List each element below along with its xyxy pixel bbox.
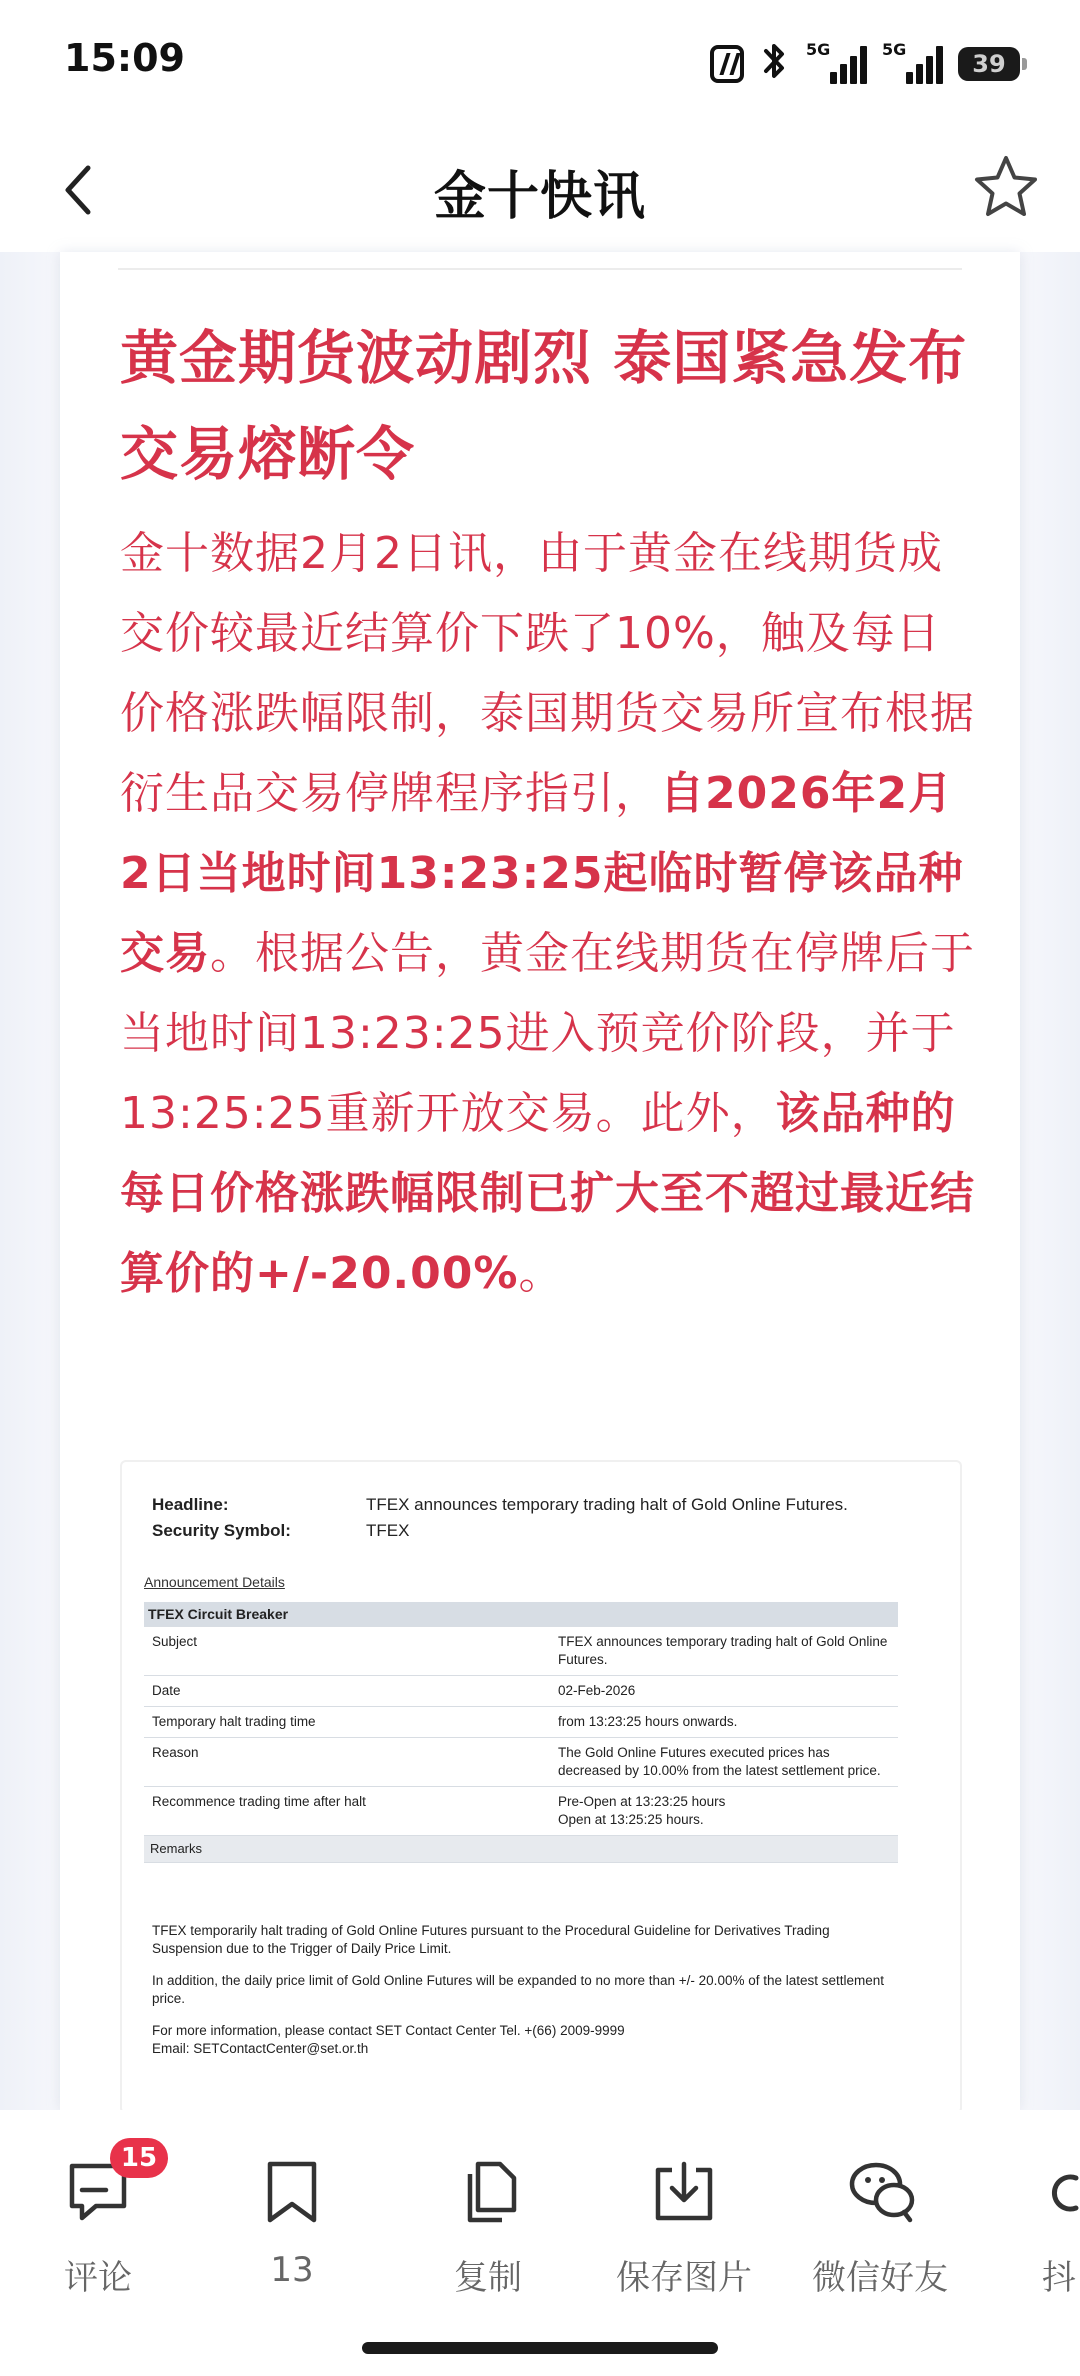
bluetooth-icon	[762, 41, 788, 88]
table-row	[144, 1787, 898, 1836]
article-body	[120, 514, 980, 1314]
row-label: Temporary halt trading time	[144, 1707, 550, 1738]
body-bold-text: 自2026年2月2日当地时间13:23:25起临时暂停该品种交易	[120, 768, 964, 979]
remarks-title: Remarks	[144, 1836, 898, 1863]
wechat-share-button[interactable]	[790, 2160, 970, 2299]
article-card	[60, 252, 1020, 2110]
copy-label: 复制	[454, 2258, 522, 2298]
section-title: TFEX Circuit Breaker	[144, 1602, 898, 1627]
row-value: The Gold Online Futures executed prices has decreased by 10.00% from the latest settlement price.	[550, 1738, 898, 1787]
body-text: 。	[518, 1248, 564, 1299]
signal-icon	[882, 40, 940, 84]
headline-label: Headline:	[152, 1495, 229, 1514]
row-value: Pre-Open at 13:23:25 hours Open at 13:25:25 hours.	[550, 1787, 898, 1836]
nfc-icon	[710, 45, 744, 83]
star-icon[interactable]	[968, 150, 1044, 226]
row-label: Date	[144, 1676, 550, 1707]
symbol-value: TFEX	[366, 1521, 410, 1540]
bottom-toolbar	[0, 2110, 1080, 2376]
remark-text: TFEX temporarily halt trading of Gold Online Futures pursuant to the Procedural Guideline for Derivatives Trading Suspension due to the Trigger of Daily Price Limit.	[152, 1923, 830, 1956]
announcement-table	[144, 1602, 898, 1863]
douyin-share-button[interactable]	[986, 2160, 1080, 2299]
save-image-label: 保存图片	[616, 2258, 752, 2298]
signal-type-label: 5G	[882, 40, 907, 59]
comment-label: 评论	[64, 2258, 132, 2298]
battery-icon	[958, 47, 1020, 81]
comment-button[interactable]	[8, 2143, 188, 2299]
signal-icon	[806, 40, 864, 84]
row-value: from 13:23:25 hours onwards.	[550, 1707, 898, 1738]
copy-button[interactable]	[398, 2160, 578, 2299]
announcement-remarks	[152, 1922, 892, 2072]
save-image-button[interactable]	[594, 2160, 774, 2299]
comment-icon	[66, 2143, 158, 2224]
nav-bar	[0, 130, 1080, 250]
article-title: 黄金期货波动剧烈 泰国紧急发布交易熔断令	[120, 324, 968, 488]
battery-level: 39	[972, 50, 1006, 78]
row-label: Subject	[144, 1627, 550, 1676]
bookmark-icon	[260, 2160, 324, 2224]
contact-info: For more information, please contact SET Contact Center Tel. +(66) 2009-9999 Email: SETContactCenter@set.or.th	[152, 2023, 625, 2056]
body-bold-text: 该品种的每日价格涨跌幅限制已扩大至不超过最近结算价的+/-20.00%	[120, 1088, 975, 1299]
douyin-share-label: 抖	[1042, 2258, 1076, 2298]
page-title: 金十快讯	[433, 167, 646, 227]
table-row	[144, 1738, 898, 1787]
signal-type-label: 5G	[806, 40, 831, 59]
table-row	[144, 1627, 898, 1676]
body-text: 金十数据2月2日讯，由于黄金在线期货成交价较最近结算价下跌了10%，触及每日价格涨跌幅限制，泰国期货交易所宣布根据衍生品交易停牌程序指引，	[120, 528, 975, 819]
download-icon	[652, 2160, 716, 2224]
wechat-share-label: 微信好友	[812, 2258, 948, 2298]
announcement-image[interactable]	[120, 1460, 962, 2110]
status-icons	[710, 42, 1020, 86]
comment-count-badge: 15	[110, 2138, 168, 2178]
remark-text: In addition, the daily price limit of Gold Online Futures will be expanded to no more than +/- 20.00% of the latest settlement price.	[152, 1973, 885, 2006]
table-row	[144, 1707, 898, 1738]
home-indicator[interactable]	[362, 2342, 718, 2354]
bookmark-count: 13	[270, 2250, 314, 2290]
copy-icon	[456, 2160, 520, 2224]
announcement-details-link: Announcement Details	[144, 1574, 285, 1590]
bookmark-button[interactable]	[202, 2160, 382, 2290]
row-label: Reason	[144, 1738, 550, 1787]
douyin-icon	[1046, 2160, 1080, 2224]
symbol-label: Security Symbol:	[152, 1521, 291, 1540]
row-label: Recommence trading time after halt	[144, 1787, 550, 1836]
row-value: TFEX announces temporary trading halt of Gold Online Futures.	[550, 1627, 898, 1676]
wechat-icon	[848, 2160, 912, 2224]
headline-value: TFEX announces temporary trading halt of Gold Online Futures.	[366, 1495, 848, 1514]
body-text: 。根据公告，黄金在线期货在停牌后于当地时间13:23:25进入预竞价阶段，并于13:25:25重新开放交易。此外，	[120, 928, 975, 1139]
row-value: 02-Feb-2026	[550, 1676, 898, 1707]
status-bar	[0, 0, 1080, 120]
divider	[118, 268, 962, 270]
status-time: 15:09	[64, 36, 185, 80]
table-row	[144, 1676, 898, 1707]
announcement-header	[152, 1492, 848, 1544]
